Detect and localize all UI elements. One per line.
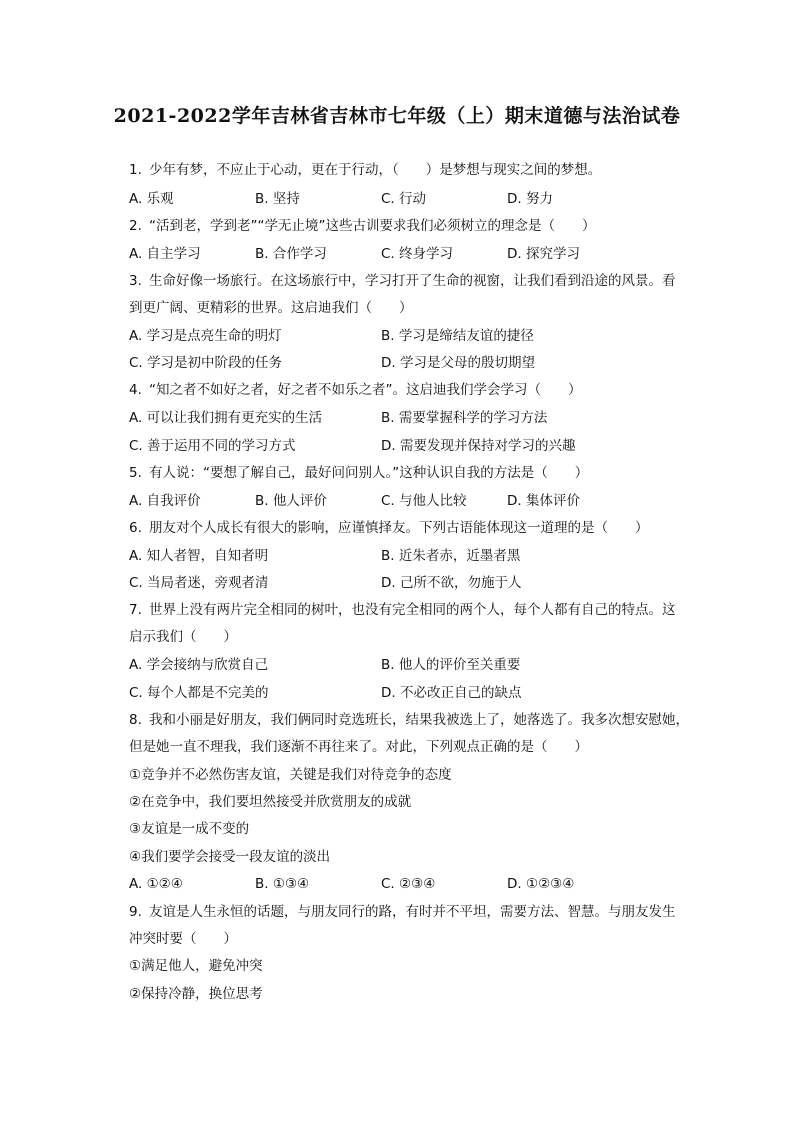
option-c: C. 与他人比较 <box>381 493 467 509</box>
option-b: B. 坚持 <box>255 191 300 207</box>
statement-item: ①竞争并不必然伤害友谊，关键是我们对待竞争的态度 <box>129 767 452 783</box>
option-b: B. 合作学习 <box>255 246 327 262</box>
option-d: D. ①②③④ <box>507 876 575 892</box>
option-b: B. 他人评价 <box>255 493 327 509</box>
option-a: A. 自我评价 <box>129 493 201 509</box>
option-a: A. 可以让我们拥有更充实的生活 <box>129 410 323 426</box>
option-d: D. 己所不欲，勿施于人 <box>381 575 522 591</box>
option-c: C. 每个人都是不完美的 <box>129 685 269 701</box>
question-text-continued: 启示我们（ ） <box>129 629 237 645</box>
question-text: “活到老，学到老”“学无止境”这些古训要求我们必须树立的理念是（ ） <box>149 218 596 234</box>
question-number: 9. <box>129 904 142 920</box>
question-text-continued: 到更广阔、更精彩的世界。这启迪我们（ ） <box>129 300 413 316</box>
question-number: 2. <box>129 218 142 234</box>
question-text: 生命好像一场旅行。在这场旅行中，学习打开了生命的视窗，让我们看到沿途的风景。看 <box>149 273 676 289</box>
question-text: “知之者不如好之者，好之者不如乐之者”。这启迪我们学会学习（ ） <box>149 382 582 398</box>
option-b: B. 他人的评价至关重要 <box>381 657 521 673</box>
question-text-continued: 但是她一直不理我，我们逐渐不再往来了。对此，下列观点正确的是（ ） <box>129 739 588 755</box>
option-d: D. 不必改正自己的缺点 <box>381 685 522 701</box>
exam-title: 2021-2022学年吉林省吉林市七年级（上）期末道德与法治试卷 <box>113 105 681 127</box>
option-a: A. 自主学习 <box>129 246 201 262</box>
option-c: C. 善于运用不同的学习方式 <box>129 438 296 454</box>
option-b: B. ①③④ <box>255 876 310 892</box>
option-a: A. 学会接纳与欣赏自己 <box>129 657 269 673</box>
question-number: 6. <box>129 520 142 536</box>
option-c: C. 当局者迷，旁观者清 <box>129 575 269 591</box>
option-b: B. 学习是缔结友谊的捷径 <box>381 328 534 344</box>
option-d: D. 努力 <box>507 191 553 207</box>
option-c: C. 终身学习 <box>381 246 454 262</box>
question-text-continued: 冲突时要（ ） <box>129 931 237 947</box>
statement-item: ③友谊是一成不变的 <box>129 821 250 837</box>
option-d: D. 需要发现并保持对学习的兴趣 <box>381 438 576 454</box>
statement-item: ②在竞争中，我们要坦然接受并欣赏朋友的成就 <box>129 794 412 810</box>
option-c: C. ②③④ <box>381 876 436 892</box>
option-a: A. 学习是点亮生命的明灯 <box>129 328 282 344</box>
question-number: 7. <box>129 602 142 618</box>
option-a: A. 知人者智，自知者明 <box>129 548 269 564</box>
option-b: B. 近朱者赤，近墨者黑 <box>381 548 521 564</box>
option-c: C. 行动 <box>381 191 427 207</box>
statement-item: ②保持冷静，换位思考 <box>129 986 263 1002</box>
option-d: D. 学习是父母的殷切期望 <box>381 355 535 371</box>
question-number: 3. <box>129 273 142 289</box>
option-c: C. 学习是初中阶段的任务 <box>129 355 283 371</box>
option-d: D. 探究学习 <box>507 246 580 262</box>
question-number: 4. <box>129 382 142 398</box>
question-text: 友谊是人生永恒的话题，与朋友同行的路，有时并不平坦，需要方法、智慧。与朋友发生 <box>149 904 676 920</box>
question-text: 朋友对个人成长有很大的影响，应谨慎择友。下列古语能体现这一道理的是（ ） <box>149 520 649 536</box>
question-text: 世界上没有两片完全相同的树叶，也没有完全相同的两个人，每个人都有自己的特点。这 <box>149 602 676 618</box>
statement-item: ①满足他人，避免冲突 <box>129 958 263 974</box>
question-text: 少年有梦，不应止于心动，更在于行动，（ ）是梦想与现实之间的梦想。 <box>149 162 602 178</box>
question-number: 1. <box>129 162 142 178</box>
question-number: 5. <box>129 465 142 481</box>
question-number: 8. <box>129 712 142 728</box>
option-d: D. 集体评价 <box>507 493 580 509</box>
option-b: B. 需要掌握科学的学习方法 <box>381 410 548 426</box>
statement-item: ④我们要学会接受一段友谊的淡出 <box>129 849 331 865</box>
option-a: A. ①②④ <box>129 876 183 892</box>
question-text: 有人说：“要想了解自己，最好问问别人。”这种认识自我的方法是（ ） <box>149 465 589 481</box>
option-a: A. 乐观 <box>129 191 174 207</box>
question-text: 我和小丽是好朋友，我们俩同时竞选班长，结果我被选上了，她落选了。我多次想安慰她， <box>149 712 689 728</box>
